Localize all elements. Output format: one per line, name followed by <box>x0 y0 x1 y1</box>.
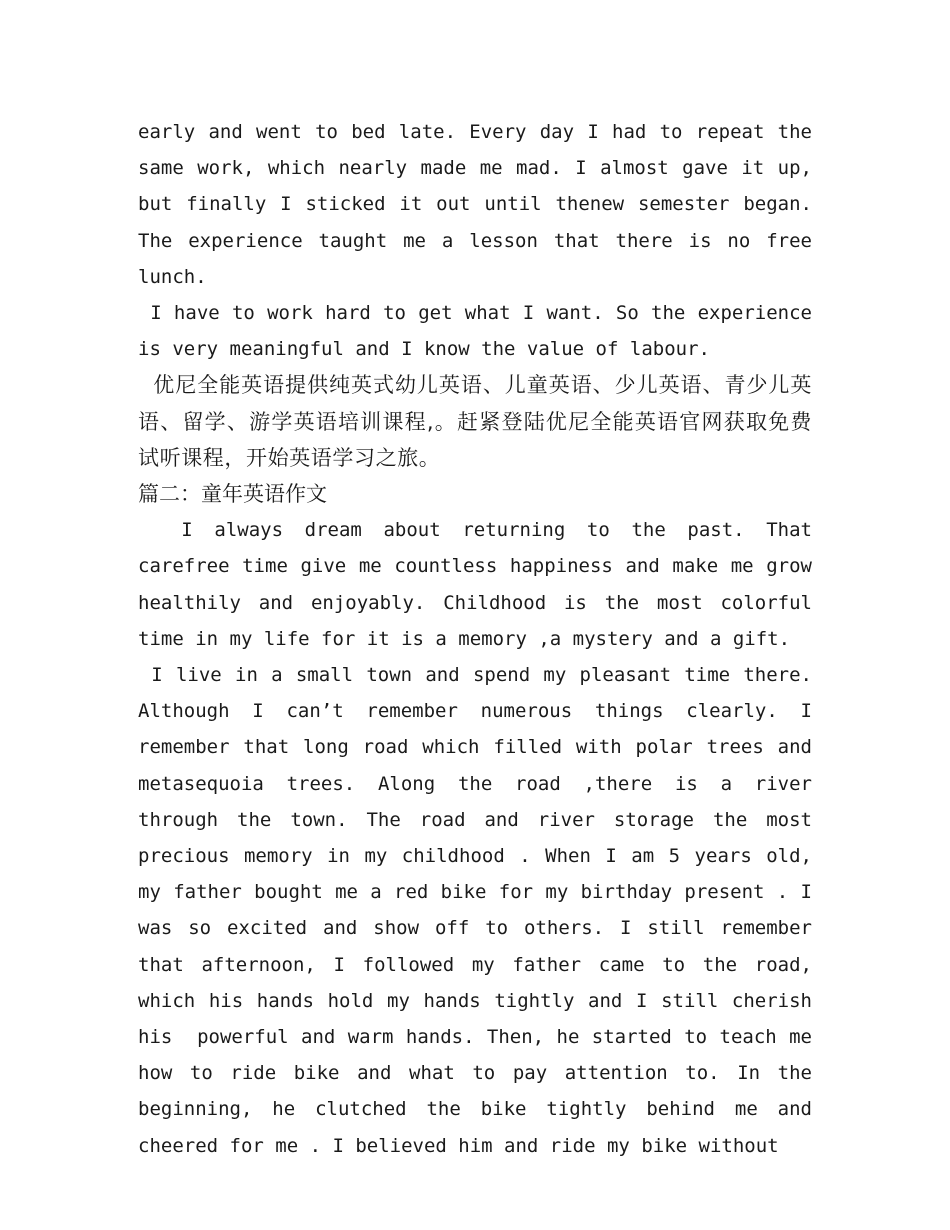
paragraph-childhood-story: I live in a small town and spend my pleasant time there. Although I can’t remember numerous things clearly. I remember that long road which filled with polar trees and metasequoia trees. Along the road ,there is a river through the town. The road and river storage the most precious memory in my childhood . When I am 5 years old, my father bought me a red bike for my birthday present . I was so excited and show off to others. I still remember that afternoon, I followed my father came to the road, which his hands hold my hands tightly and I still cherish his powerful and warm hands. Then, he started to teach me how to ride bike and what to pay attention to. In the beginning, he clutched the bike tightly behind me and cheered for me . I believed him and ride my bike without <box>138 664 824 1157</box>
section-heading: 篇二：童年英语作文 <box>138 482 327 507</box>
paragraph-advertisement: 优尼全能英语提供纯英式幼儿英语、儿童英语、少儿英语、青少儿英语、留学、游学英语培训课程,。赶紧登陆优尼全能英语官网获取免费试听课程，开始英语学习之旅。 <box>138 373 812 470</box>
paragraph-labour-experience: early and went to bed late. Every day I had to repeat the same work, which nearly made me mad. I almost gave it up, but finally I sticked it out until thenew semester began. The experience taught me a lesson that there is no free lunch. <box>138 121 824 288</box>
paragraph-childhood-intro: I always dream about returning to the past. That carefree time give me countless happiness and make me grow healthily and enjoyably. Childhood is the most colorful time in my life for it is a memory ,a mystery and a gift. <box>138 519 824 650</box>
document-body <box>138 114 824 1164</box>
paragraph-value-of-labour: I have to work hard to get what I want. So the experience is very meaningful and I know the value of labour. <box>138 302 824 361</box>
